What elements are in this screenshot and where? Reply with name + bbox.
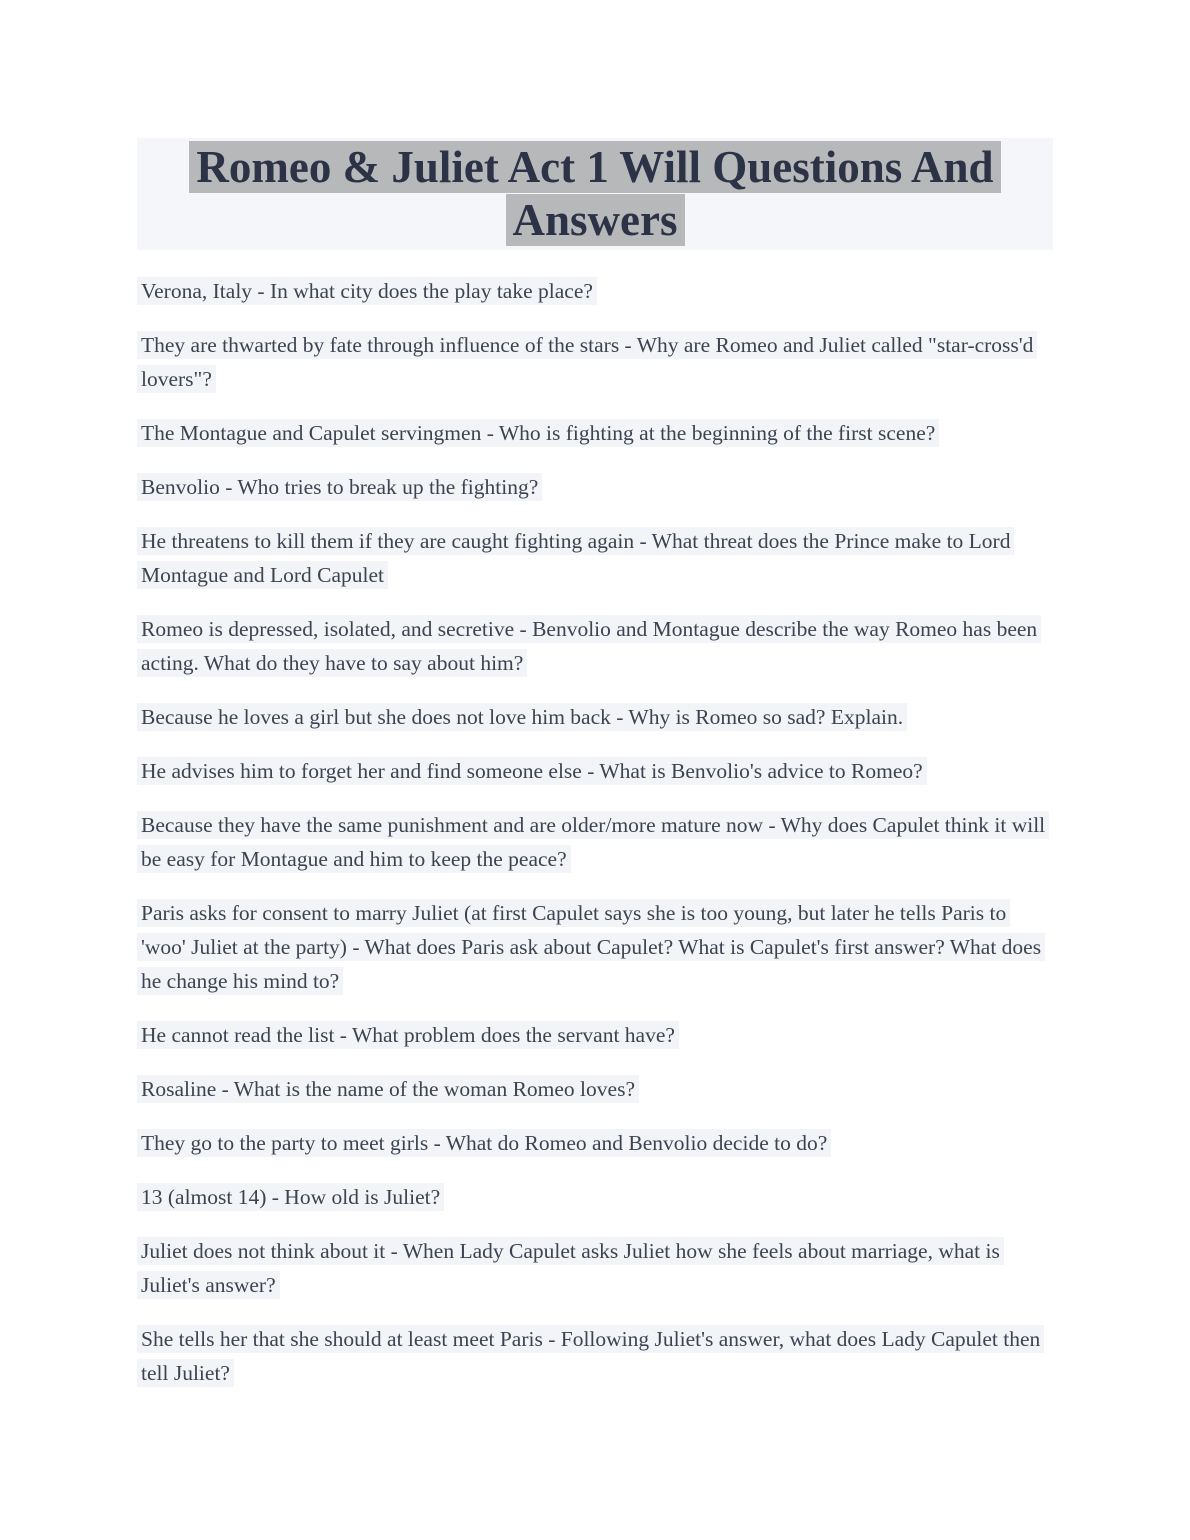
qa-paragraph [137,274,1053,308]
qa-paragraph-text: Because he loves a girl but she does not love him back - Why is Romeo so sad? Explain. [137,703,907,731]
qa-paragraph [137,754,1053,788]
qa-paragraph [137,416,1053,450]
qa-paragraph [137,612,1053,680]
qa-paragraph [137,328,1053,396]
qa-paragraph [137,808,1053,876]
qa-paragraph [137,470,1053,504]
qa-paragraph-text: They are thwarted by fate through influence of the stars - Why are Romeo and Juliet called "star-cross'd lovers"? [137,331,1037,393]
qa-paragraph-text: They go to the party to meet girls - What do Romeo and Benvolio decide to do? [137,1129,831,1157]
qa-paragraph-text: Juliet does not think about it - When Lady Capulet asks Juliet how she feels about marriage, what is Juliet's answer? [137,1237,1004,1299]
qa-paragraph-text: Because they have the same punishment and are older/more mature now - Why does Capulet think it will be easy for Montague and him to keep the peace? [137,811,1049,873]
qa-paragraph-text: She tells her that she should at least meet Paris - Following Juliet's answer, what does Lady Capulet then tell Juliet? [137,1325,1044,1387]
qa-paragraph [137,1126,1053,1160]
qa-paragraph [137,1072,1053,1106]
qa-paragraph [137,896,1053,998]
page-title [137,141,1053,247]
qa-paragraph-text: Rosaline - What is the name of the woman Romeo loves? [137,1075,639,1103]
qa-paragraph-text: He cannot read the list - What problem does the servant have? [137,1021,679,1049]
qa-paragraph-text: He advises him to forget her and find someone else - What is Benvolio's advice to Romeo? [137,757,927,785]
qa-paragraph [137,524,1053,592]
qa-paragraph-text: Romeo is depressed, isolated, and secretive - Benvolio and Montague describe the way Romeo has been acting. What do they have to say about him? [137,615,1041,677]
title-block [137,138,1053,250]
page-title-text: Romeo & Juliet Act 1 Will Questions And Answers [189,141,1000,246]
qa-paragraph-text: Benvolio - Who tries to break up the fighting? [137,473,542,501]
qa-paragraph [137,1018,1053,1052]
qa-paragraph-text: The Montague and Capulet servingmen - Who is fighting at the beginning of the first scene? [137,419,939,447]
qa-list [137,274,1053,1410]
qa-paragraph-text: 13 (almost 14) - How old is Juliet? [137,1183,444,1211]
qa-paragraph [137,1234,1053,1302]
qa-paragraph [137,1180,1053,1214]
qa-paragraph-text: Paris asks for consent to marry Juliet (at first Capulet says she is too young, but later he tells Paris to 'woo' Juliet at the party) - What does Paris ask about Capulet? What is Capulet's first answer? What does he change his mind to? [137,899,1045,995]
qa-paragraph [137,700,1053,734]
qa-paragraph-text: He threatens to kill them if they are caught fighting again - What threat does the Prince make to Lord Montague and Lord Capulet [137,527,1014,589]
qa-paragraph-text: Verona, Italy - In what city does the play take place? [137,277,597,305]
qa-paragraph [137,1322,1053,1390]
